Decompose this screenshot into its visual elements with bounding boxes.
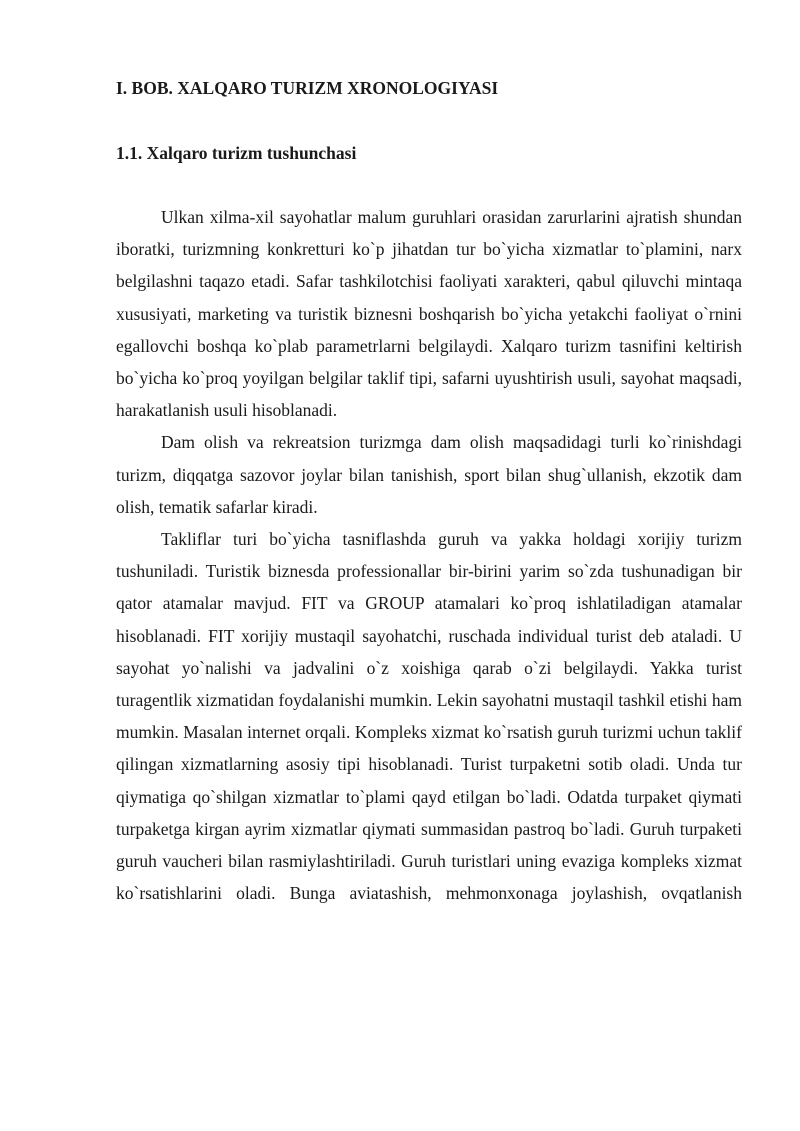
chapter-title: I. BOB. XALQARO TURIZM XRONOLOGIYASI <box>116 78 499 98</box>
paragraph: Takliflar turi bo`yicha tasniflashda guruh va yakka holdagi xorijiy turizm tushuniladi. Turistik biznesda professionallar bir-birini yarim so`zda tushunadigan bir qator atamalar mavjud. FIT va GROUP atamalari ko`proq ishlatiladigan atamalar hisoblanadi. FIT xorijiy mustaqil sayohatchi, ruschada individual turist deb ataladi. U sayohat yo`nalishi va jadvalini o`z xoishiga qarab o`zi belgilaydi. Yakka turist turagentlik xizmatidan foydalanishi mumkin. Lekin sayohatni mustaqil tashkil etishi ham mumkin. Masalan internet orqali. Kompleks xizmat ko`rsatish guruh turizmi uchun taklif qilingan xizmatlarning asosiy tipi hisoblanadi. Turist turpaketni sotib oladi. Unda tur qiymatiga qo`shilgan xizmatlar to`plami qayd etilgan bo`ladi. Odatda turpaket qiymati turpaketga kirgan ayrim xizmatlar qiymati summasidan pastroq bo`ladi. Guruh turpaketi guruh vaucheri bilan rasmiylashtiriladi. Guruh turistlari uning evaziga kompleks xizmat ko`rsatishlarini oladi. Bunga aviatashish, mehmonxonaga joylashish, ovqatlanish <box>116 529 742 904</box>
paragraph: Dam olish va rekreatsion turizmga dam olish maqsadidagi turli ko`rinishdagi turizm, diqqatga sazovor joylar bilan tanishish, sport bilan shug`ullanish, ekzotik dam olish, tematik safarlar kiradi. <box>116 432 742 517</box>
body-text <box>116 201 742 909</box>
paragraph: Ulkan xilma-xil sayohatlar malum guruhlari orasidan zarurlarini ajratish shundan iboratki, turizmning konkretturi ko`p jihatdan tur bo`yicha xizmatlar to`plamini, narx belgilashni taqazo etadi. Safar tashkilotchisi faoliyati xarakteri, qabul qiluvchi mintaqa xususiyati, marketing va turistik biznesni boshqarish bo`yicha yetakchi faoliyat o`rnini egallovchi boshqa ko`plab parametrlarni belgilaydi. Xalqaro turizm tasnifini keltirish bo`yicha ko`proq yoyilgan belgilar taklif tipi, safarni uyushtirish usuli, sayohat maqsadi, harakatlanish usuli hisoblanadi. <box>116 207 742 421</box>
section-title: 1.1. Xalqaro turizm tushunchasi <box>116 143 357 163</box>
